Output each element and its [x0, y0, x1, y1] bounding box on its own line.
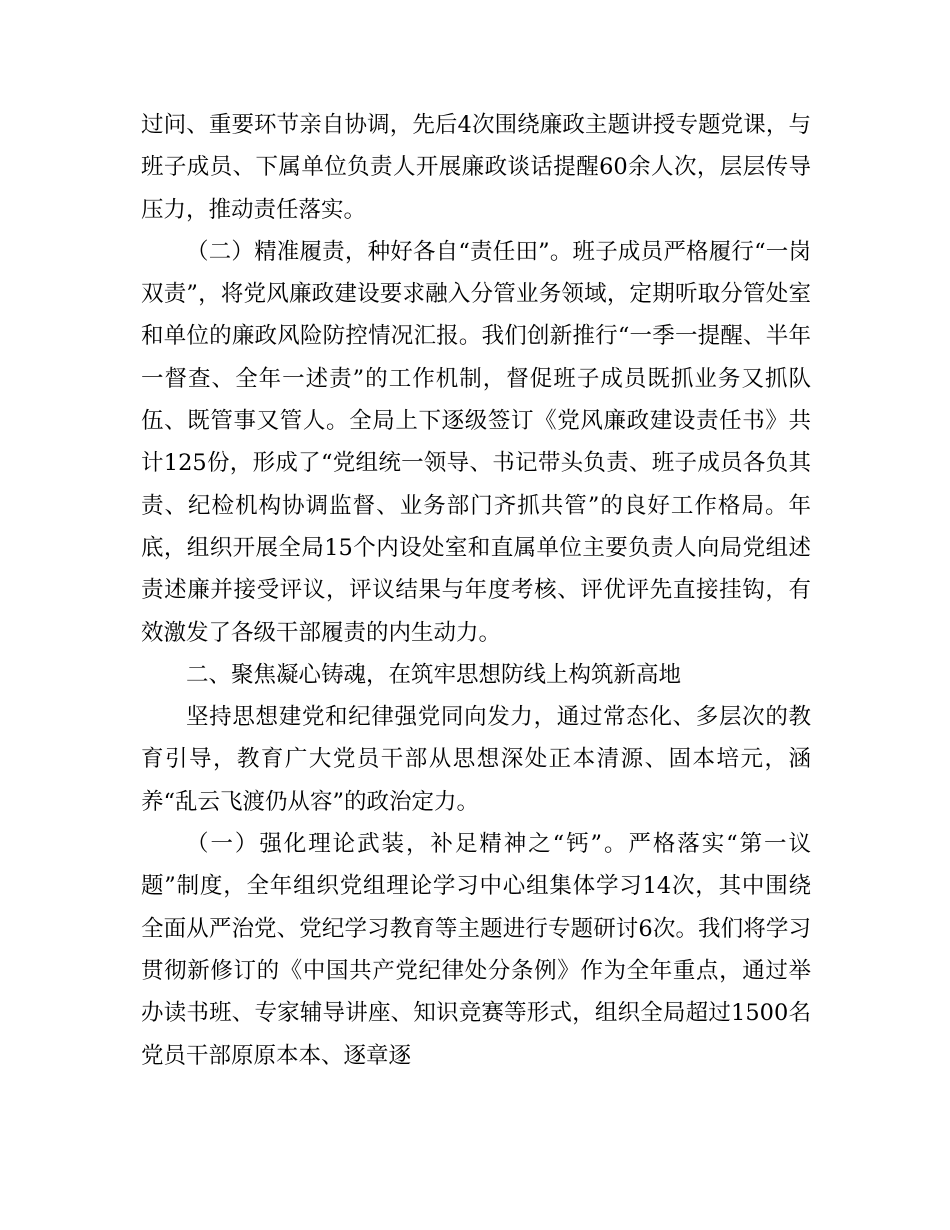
paragraph-continuation: 过问、重要环节亲自协调，先后4次围绕廉政主题讲授专题党课，与班子成员、下属单位负责人开展廉政谈话提醒60余人次，层层传导压力，推动责任落实。: [141, 112, 811, 223]
paragraph-section-intro: 坚持思想建党和纪律强党同向发力，通过常态化、多层次的教育引导，教育广大党员干部从思想深处正本清源、固本培元，涵养“乱云飞渡仍从容”的政治定力。: [141, 704, 811, 815]
paragraph-section-2-responsibility: （二）精准履责，种好各自“责任田”。班子成员严格履行“一岗双责”，将党风廉政建设要求融入分管业务领域，定期听取分管处室和单位的廉政风险防控情况汇报。我们创新推行“一季一提醒、半年一督查、全年一述责”的工作机制，督促班子成员既抓业务又抓队伍、既管事又管人。全局上下逐级签订《党风廉政建设责任书》共计125份，形成了“党组统一领导、书记带头负责、班子成员各负其责、纪检机构协调监督、业务部门齐抓共管”的良好工作格局。年底，组织开展全局15个内设处室和直属单位主要负责人向局党组述责述廉并接受评议，评议结果与年度考核、评优评先直接挂钩，有效激发了各级干部履责的内生动力。: [141, 238, 811, 646]
section-heading-two: 二、聚焦凝心铸魂，在筑牢思想防线上构筑新高地: [186, 661, 682, 688]
document-body: [141, 104, 811, 1077]
paragraph-theory-study: （一）强化理论武装，补足精神之“钙”。严格落实“第一议题”制度，全年组织党组理论学习中心组集体学习14次，其中围绕全面从严治党、党纪学习教育等主题进行专题研讨6次。我们将学习贯彻新修订的《中国共产党纪律处分条例》作为全年重点，通过举办读书班、专家辅导讲座、知识竞赛等形式，组织全局超过1500名党员干部原原本本、逐章逐: [141, 831, 811, 1069]
